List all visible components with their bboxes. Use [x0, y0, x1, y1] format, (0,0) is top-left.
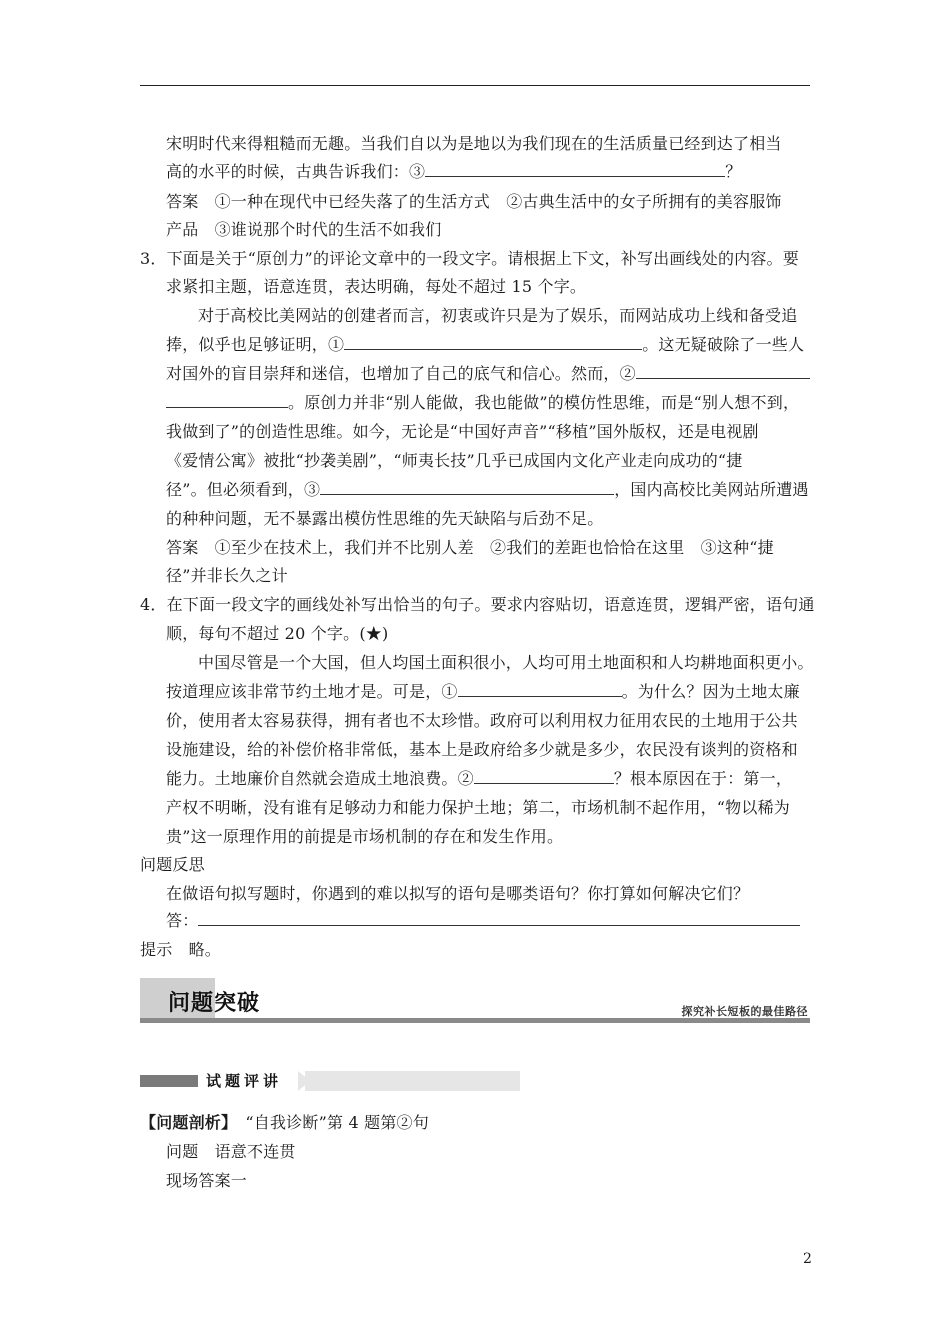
text-segment: ？: [725, 162, 742, 181]
text-segment: 高的水平的时候，古典告诉我们：③: [166, 162, 426, 181]
banner-title: 问题突破: [168, 991, 261, 1016]
header-rule: [140, 85, 810, 86]
text-segment: ？根本原因在于：第一，: [613, 769, 793, 788]
paragraph-line: 对于高校比美网站的创建者而言，初衷或许只是为了娱乐，而网站成功上线和备受追: [198, 306, 798, 325]
paragraph-line: [166, 162, 741, 182]
paragraph-line: 宋明时代来得粗糙而无趣。当我们自以为是地以为我们现在的生活质量已经到达了相当: [166, 134, 782, 153]
paragraph-line: 《爱情公寓》被批“抄袭美剧”，“师夷长技”几乎已成国内文化产业走向成功的“捷: [166, 451, 743, 470]
subsection-title: 试题评讲: [206, 1072, 283, 1090]
answer-blank: [425, 162, 725, 177]
chevron-right-icon: [298, 1071, 310, 1091]
section-banner: [140, 978, 810, 1024]
paragraph-line: 的种种问题，无不暴露出模仿性思维的先天缺陷与后劲不足。: [166, 509, 604, 528]
answer-blank: [320, 480, 614, 495]
page-number: 2: [803, 1251, 812, 1267]
answer-line: 产品 ③谁说那个时代的生活不如我们: [166, 220, 442, 239]
text-segment: 捧，似乎也足够证明，①: [166, 335, 345, 354]
text-segment: 。为什么？因为土地太廉: [621, 682, 800, 701]
answer-blank: [636, 364, 810, 379]
text-segment: 能力。土地廉价自然就会造成土地浪费。②: [166, 769, 474, 788]
banner-subtitle: 探究补长短板的最佳路径: [681, 1005, 808, 1018]
paragraph-line: 价，使用者太容易获得，拥有者也不太珍惜。政府可以利用权力征用农民的土地用于公共: [166, 711, 798, 730]
subsection-bar-fill: [305, 1071, 520, 1091]
paragraph-line: 设施建设，给的补偿价格非常低，基本上是政府给多少就是多少，农民没有谈判的资格和: [166, 740, 798, 759]
paragraph-line: 贵”这一原理作用的前提是市场机制的存在和发生作用。: [166, 827, 564, 846]
reflection-heading: 问题反思: [140, 855, 205, 874]
answer-blank: [458, 682, 622, 697]
paragraph-line: [166, 480, 809, 500]
text-segment: ，国内高校比美网站所遭遇: [614, 480, 809, 499]
text-segment: 径”。但必须看到，③: [166, 480, 321, 499]
answer-line: 径”并非长久之计: [166, 566, 288, 585]
paragraph-line: [166, 393, 799, 413]
subsection-bar: [140, 1071, 520, 1091]
paragraph-line: [166, 364, 810, 384]
question-4-prompt: 4．在下面一段文字的画线处补写出恰当的句子。要求内容贴切，语意连贯，逻辑严密，语句通: [140, 595, 815, 614]
subsection-marker: [140, 1075, 198, 1087]
paragraph-line: 中国尽管是一个大国，但人均国土面积很小，人均可用土地面积和人均耕地面积更小。: [198, 653, 814, 672]
hint-line: 提示 略。: [140, 940, 222, 959]
answer-blank: [344, 335, 642, 350]
answer-blank: [474, 769, 614, 784]
question-3-prompt: 3．下面是关于“原创力”的评论文章中的一段文字。请根据上下文，补写出画线处的内容。要: [140, 249, 799, 268]
answer-label: 答：: [166, 911, 199, 930]
question-4-prompt: 顺，每句不超过 20 个字。(★): [166, 624, 389, 643]
reflection-answer-line: [166, 911, 800, 931]
answer-heading: 现场答案一: [166, 1171, 248, 1190]
problem-line: 问题 语意不连贯: [166, 1142, 296, 1161]
reflection-question: 在做语句拟写题时，你遇到的难以拟写的语句是哪类语句？你打算如何解决它们？: [166, 884, 750, 903]
answer-line: 答案 ①至少在技术上，我们并不比别人差 ②我们的差距也恰恰在这里 ③这种“捷: [166, 538, 774, 557]
paragraph-line: [166, 769, 792, 789]
paragraph-line: [166, 682, 800, 702]
answer-line: 答案 ①一种在现代中已经失落了的生活方式 ②古典生活中的女子所拥有的美容服饰: [166, 192, 782, 211]
paragraph-line: 产权不明晰，没有谁有足够动力和能力保护土地；第二，市场机制不起作用，“物以稀为: [166, 798, 790, 817]
answer-blank: [166, 393, 288, 408]
text-segment: 对国外的盲目崇拜和迷信，也增加了自己的底气和信心。然而，②: [166, 364, 636, 383]
analysis-line: [140, 1113, 429, 1133]
question-3-prompt: 求紧扣主题，语意连贯，表达明确，每处不超过 15 个字。: [166, 277, 587, 296]
answer-blank: [198, 911, 800, 926]
analysis-label: 【问题剖析】: [140, 1113, 230, 1132]
paragraph-line: 我做到了”的创造性思维。如今，无论是“中国好声音”“移植”国外版权，还是电视剧: [166, 422, 759, 441]
text-segment: 按道理应该非常节约土地才是。可是，①: [166, 682, 458, 701]
text-segment: 。这无疑破除了一些人: [642, 335, 805, 354]
paragraph-line: [166, 335, 804, 355]
analysis-text: “自我诊断”第 4 题第②句: [229, 1113, 429, 1132]
text-segment: 。原创力并非“别人能做，我也能做”的模仿性思维，而是“别人想不到，: [288, 393, 800, 412]
